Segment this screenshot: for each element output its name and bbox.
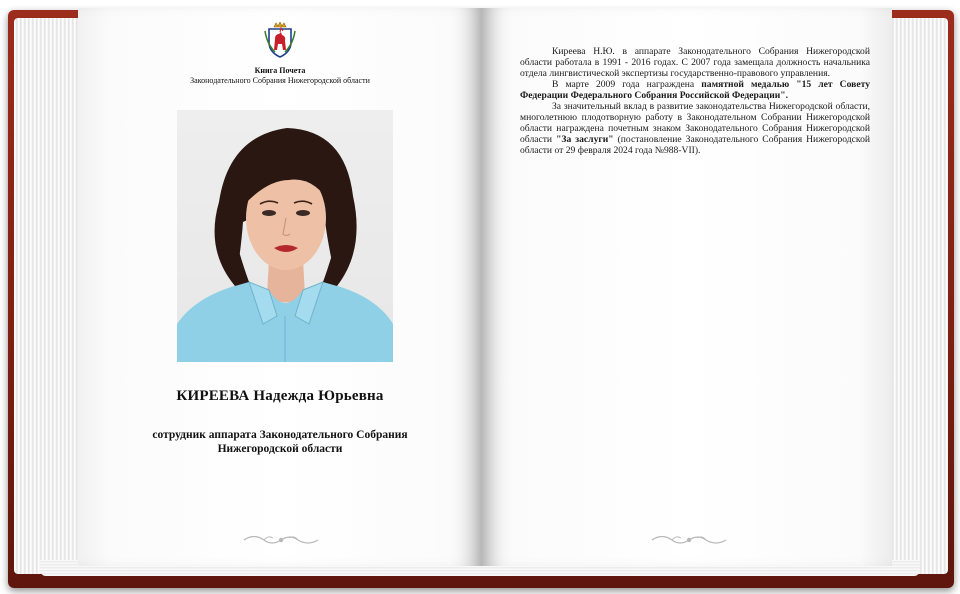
page-edges-left	[14, 18, 84, 574]
left-page	[78, 8, 482, 566]
portrait-illustration	[177, 110, 393, 362]
award-badge-name: "За заслуги"	[556, 134, 614, 145]
biography-paragraph-2	[520, 79, 870, 101]
paragraph-2-end: .	[785, 90, 788, 101]
decorative-flourish-icon	[648, 532, 730, 548]
paragraph-3-end: (постановление Законодательного Собрания Нижегородской области от 29 февраля 2024 года №988-VII).	[520, 134, 871, 156]
portrait-photo	[177, 110, 393, 362]
page-edges-right	[886, 18, 948, 574]
biography-text	[520, 46, 870, 156]
position-line-1: сотрудник аппарата Законодательного Собрания	[152, 429, 408, 441]
paragraph-3-text: За значительный вклад в развитие законодательства Нижегородской области, многолетнюю плодотворную работу в Законодательном Собрании Нижегородской области награждена почетным знаком Законодательного Собрания Нижегородской области	[520, 101, 870, 145]
position-line-2: Нижегородской области	[217, 443, 343, 455]
right-page	[482, 8, 892, 566]
regional-coat-of-arms-icon	[263, 22, 297, 58]
book-title: Книга Почета	[254, 66, 306, 75]
decorative-flourish-icon	[240, 532, 322, 548]
book-subtitle: Законодательного Собрания Нижегородской области	[190, 76, 370, 85]
paragraph-2-text: В марте 2009 года награждена	[552, 79, 702, 90]
person-position	[118, 428, 442, 456]
award-medal-name: памятной медалью "15 лет Совету Федерации Федерального Собрания Российской Федерации"	[520, 79, 870, 101]
person-name: КИРЕЕВА Надежда Юрьевна	[176, 388, 384, 404]
biography-paragraph-1: Киреева Н.Ю. в аппарате Законодательного Собрания Нижегородской области работала в 1991 - 2016 годах. С 2007 года замещала должность начальника отдела лингвистической экспертизы государственно-правового управления.	[520, 46, 870, 79]
biography-paragraph-3	[520, 101, 870, 156]
